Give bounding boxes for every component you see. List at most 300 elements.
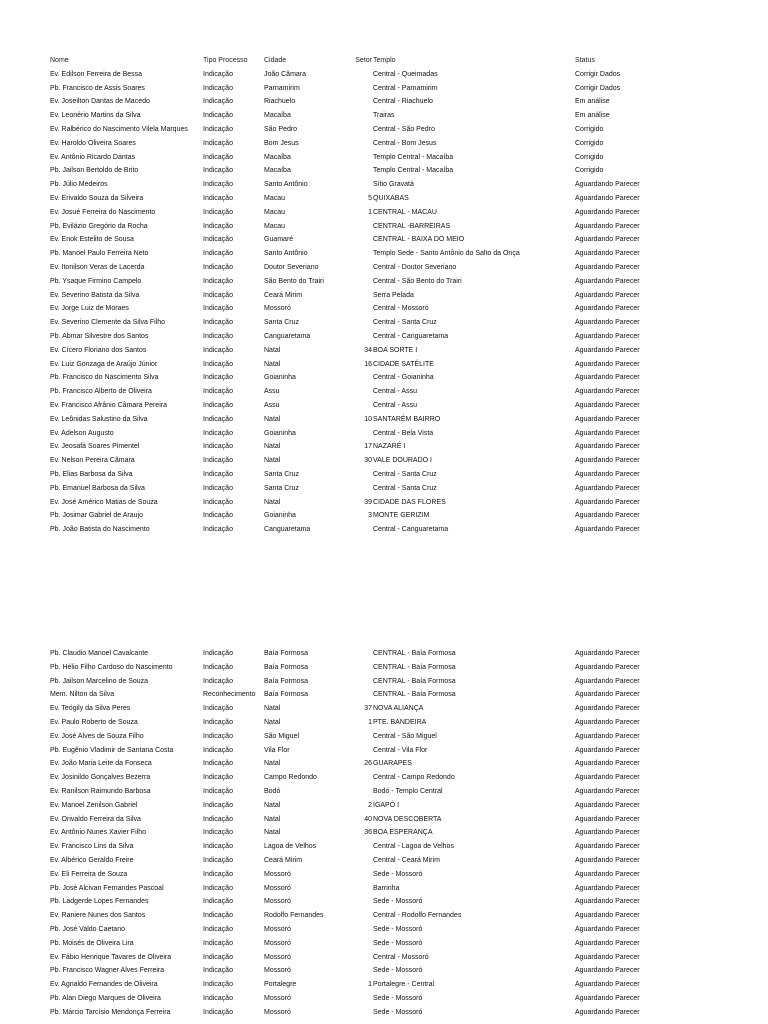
table-row <box>0 702 768 716</box>
cell-nome: Pb. Márcio Tarcísio Mendonça Ferreira <box>50 1008 171 1016</box>
cell-tipo-processo: Indicação <box>203 939 233 947</box>
cell-tipo-processo: Indicação <box>203 856 233 864</box>
cell-templo: Central - Mossoró <box>373 305 429 313</box>
cell-nome: Mem. Nilton da Silva <box>50 691 115 699</box>
cell-tipo-processo: Indicação <box>203 498 233 506</box>
table-row <box>0 164 768 178</box>
cell-templo: Templo Central - Macaíba <box>373 153 454 161</box>
cell-nome: Ev. Edilson Ferreira de Bessa <box>50 70 143 78</box>
cell-templo: Templo Central - Macaíba <box>373 167 454 175</box>
cell-cidade: Natal <box>264 801 281 809</box>
cell-templo: VALE DOURADO I <box>373 457 432 465</box>
table-row <box>0 68 768 82</box>
cell-nome: Ev. Enok Estelito de Sousa <box>50 236 134 244</box>
cell-cidade: Macaíba <box>264 153 291 161</box>
cell-setor: 30 <box>364 457 372 465</box>
cell-nome: Ev. Severino Batista da Silva <box>50 291 140 299</box>
cell-status: Em análise <box>575 98 610 106</box>
cell-nome: Ev. Fábio Henrique Tavares de Oliveira <box>50 953 172 961</box>
cell-nome: Pb. Claudio Manoel Cavalcante <box>50 650 149 657</box>
cell-templo: GUARAPES <box>373 760 412 768</box>
header-nome: Nome <box>50 57 69 64</box>
table-row <box>0 220 768 234</box>
table-row <box>0 688 768 702</box>
cell-nome: Pb. Alan Diego Marques de Oliveira <box>50 994 161 1002</box>
cell-tipo-processo: Indicação <box>203 388 233 396</box>
cell-tipo-processo: Indicação <box>203 981 233 989</box>
cell-nome: Ev. Joseilton Dantas de Macedo <box>50 98 150 106</box>
cell-tipo-processo: Indicação <box>203 912 233 920</box>
cell-tipo-processo: Indicação <box>203 953 233 961</box>
table-row <box>0 206 768 220</box>
cell-cidade: Macau <box>264 194 286 202</box>
table-row <box>0 233 768 247</box>
cell-tipo-processo: Indicação <box>203 870 233 878</box>
cell-templo: Central - Assu <box>373 401 417 409</box>
cell-tipo-processo: Indicação <box>203 774 233 782</box>
cell-templo: Central - Santa Cruz <box>373 470 437 478</box>
cell-nome: Pb. Elias Barbosa da Silva <box>50 470 133 478</box>
cell-nome: Ev. João Maria Leite da Fonseca <box>50 760 152 768</box>
cell-status: Aguardando Parecer <box>575 498 640 506</box>
cell-nome: Ev. Haroldo Oliveira Soares <box>50 139 136 147</box>
cell-status: Aguardando Parecer <box>575 967 640 975</box>
table-row <box>0 771 768 785</box>
cell-setor: 40 <box>364 815 372 823</box>
cell-status: Aguardando Parecer <box>575 981 640 989</box>
cell-setor: 10 <box>364 415 372 423</box>
cell-tipo-processo: Indicação <box>203 457 233 465</box>
cell-cidade: Doutor Severiano <box>264 263 319 271</box>
cell-cidade: Natal <box>264 815 281 823</box>
cell-cidade: Natal <box>264 457 281 465</box>
cell-templo: Central - Doutor Severiano <box>373 263 457 271</box>
table-row <box>0 785 768 799</box>
table-row <box>0 840 768 854</box>
cell-cidade: Santa Cruz <box>264 319 300 327</box>
cell-templo: CIDADE DAS FLORES <box>373 498 446 506</box>
cell-status: Aguardando Parecer <box>575 236 640 244</box>
cell-status: Aguardando Parecer <box>575 732 640 740</box>
cell-nome: Pb. José Alcivan Fernandes Pascoal <box>50 884 164 892</box>
cell-nome: Ev. Luiz Gonzaga de Araújo Júnior <box>50 360 158 368</box>
cell-nome: Ev. Teógily da Silva Peres <box>50 705 131 713</box>
cell-templo: CENTRAL - Baía Formosa <box>373 677 456 685</box>
cell-status: Aguardando Parecer <box>575 705 640 713</box>
cell-tipo-processo: Indicação <box>203 884 233 892</box>
table-row <box>0 716 768 730</box>
cell-templo: BOA SORTE I <box>373 346 418 354</box>
table-row <box>0 826 768 840</box>
cell-tipo-processo: Indicação <box>203 663 233 671</box>
cell-cidade: Natal <box>264 705 281 713</box>
cell-status: Aguardando Parecer <box>575 718 640 726</box>
cell-templo: Central - Canguaretama <box>373 526 449 534</box>
cell-cidade: Natal <box>264 346 281 354</box>
cell-nome: Ev. Itonilson Veras de Lacerda <box>50 263 145 271</box>
cell-status: Aguardando Parecer <box>575 691 640 699</box>
cell-cidade: Baía Formosa <box>264 650 308 657</box>
cell-tipo-processo: Indicação <box>203 677 233 685</box>
table-row <box>0 123 768 137</box>
cell-cidade: Santa Cruz <box>264 470 300 478</box>
cell-cidade: Vila Flor <box>264 746 290 754</box>
cell-status: Aguardando Parecer <box>575 415 640 423</box>
cell-cidade: Parnamirim <box>264 84 300 92</box>
cell-cidade: Mossoró <box>264 939 291 947</box>
cell-status: Aguardando Parecer <box>575 208 640 216</box>
cell-status: Aguardando Parecer <box>575 374 640 382</box>
cell-nome: Pb. Francisco do Nascimento Silva <box>50 374 159 382</box>
cell-status: Aguardando Parecer <box>575 856 640 864</box>
cell-templo: Central - São Miguel <box>373 732 437 740</box>
cell-tipo-processo: Indicação <box>203 112 233 120</box>
cell-setor: 26 <box>364 760 372 768</box>
cell-status: Aguardando Parecer <box>575 925 640 933</box>
table-row <box>0 344 768 358</box>
cell-tipo-processo: Indicação <box>203 801 233 809</box>
cell-templo: Central - Ceará Mirim <box>373 856 440 864</box>
cell-cidade: João Câmara <box>264 70 307 78</box>
table-row <box>0 496 768 510</box>
table-row <box>0 247 768 261</box>
cell-cidade: Ceará Mirim <box>264 856 303 864</box>
cell-nome: Pb. Hélio Filho Cardoso do Nascimento <box>50 663 173 671</box>
cell-tipo-processo: Indicação <box>203 746 233 754</box>
cell-nome: Ev. Nelson Pereira Câmara <box>50 457 135 465</box>
table-section-2 <box>0 647 768 1020</box>
cell-templo: QUIXABAS <box>373 194 409 202</box>
cell-nome: Ev. Albérico Geraldo Freire <box>50 856 134 864</box>
cell-templo: CENTRAL - Baía Formosa <box>373 691 456 699</box>
cell-status: Em análise <box>575 112 610 120</box>
cell-tipo-processo: Indicação <box>203 346 233 354</box>
cell-status: Aguardando Parecer <box>575 787 640 795</box>
cell-templo: NOVA DESCOBERTA <box>373 815 442 823</box>
cell-tipo-processo: Indicação <box>203 208 233 216</box>
cell-tipo-processo: Indicação <box>203 787 233 795</box>
cell-tipo-processo: Indicação <box>203 153 233 161</box>
cell-nome: Ev. Antônio Ricardo Dantas <box>50 153 136 161</box>
cell-tipo-processo: Indicação <box>203 236 233 244</box>
table-row <box>0 854 768 868</box>
header-status: Status <box>575 57 595 64</box>
cell-setor: 2 <box>368 801 372 809</box>
cell-status: Corrigido <box>575 125 604 133</box>
cell-templo: Central - Rodolfo Fernandes <box>373 912 462 920</box>
cell-status: Aguardando Parecer <box>575 222 640 230</box>
cell-status: Aguardando Parecer <box>575 360 640 368</box>
cell-templo: Central - Santa Cruz <box>373 319 437 327</box>
cell-status: Aguardando Parecer <box>575 250 640 258</box>
cell-templo: Central - Campo Redondo <box>373 774 455 782</box>
table-row <box>0 964 768 978</box>
cell-nome: Ev. Josué Ferreira do Nascimento <box>50 208 156 216</box>
cell-nome: Ev. Josinildo Gonçalves Bezerra <box>50 774 151 782</box>
cell-templo: CENTRAL - MACAU <box>373 208 437 216</box>
header-templo: Templo <box>373 57 396 64</box>
table-row <box>0 923 768 937</box>
header-tipo-processo: Tipo Processo <box>203 57 248 64</box>
cell-cidade: Mossoró <box>264 884 291 892</box>
table-row <box>0 358 768 372</box>
table-row <box>0 427 768 441</box>
cell-cidade: Natal <box>264 360 281 368</box>
cell-status: Aguardando Parecer <box>575 760 640 768</box>
table-row <box>0 151 768 165</box>
cell-status: Corrigir Dados <box>575 84 621 92</box>
table-row <box>0 482 768 496</box>
cell-nome: Ev. Ralbérico do Nascimento Vilela Marques <box>50 125 188 133</box>
cell-cidade: Mossoró <box>264 925 291 933</box>
cell-cidade: Bom Jesus <box>264 139 299 147</box>
cell-tipo-processo: Indicação <box>203 925 233 933</box>
table-row <box>0 744 768 758</box>
cell-tipo-processo: Indicação <box>203 291 233 299</box>
cell-cidade: São Pedro <box>264 125 298 133</box>
cell-cidade: Riachuelo <box>264 98 296 106</box>
table-body-1 <box>0 68 768 537</box>
cell-templo: IGAPÓ I <box>373 801 400 809</box>
table-row <box>0 399 768 413</box>
cell-cidade: Guamaré <box>264 236 294 244</box>
table-row <box>0 454 768 468</box>
cell-nome: Ev. Agnaldo Fernandes de Oliveira <box>50 981 158 989</box>
cell-cidade: Santo Antônio <box>264 250 308 258</box>
cell-setor: 36 <box>364 829 372 837</box>
cell-status: Aguardando Parecer <box>575 484 640 492</box>
cell-nome: Ev. Orivaldo Ferreira da Silva <box>50 815 141 823</box>
cell-status: Aguardando Parecer <box>575 898 640 906</box>
table-row <box>0 882 768 896</box>
cell-nome: Ev. Jorge Luiz de Moraes <box>50 305 129 313</box>
table-row <box>0 275 768 289</box>
cell-nome: Ev. Antônio Nunes Xavier Filho <box>50 829 146 837</box>
cell-nome: Pb. Jailson Bertoldo de Brito <box>50 167 139 175</box>
cell-status: Aguardando Parecer <box>575 526 640 534</box>
table-row <box>0 951 768 965</box>
header-setor: Setor <box>355 57 372 64</box>
cell-tipo-processo: Reconhecimento <box>203 691 256 699</box>
cell-cidade: São Bento do Trairi <box>264 277 324 285</box>
cell-templo: Sede - Mossoró <box>373 939 423 947</box>
cell-nome: Pb. Evilázio Gregório da Rocha <box>50 222 148 230</box>
cell-nome: Ev. Raniere Nunes dos Santos <box>50 912 146 920</box>
cell-tipo-processo: Indicação <box>203 98 233 106</box>
cell-tipo-processo: Indicação <box>203 181 233 189</box>
table-row <box>0 1006 768 1020</box>
table-row <box>0 909 768 923</box>
cell-nome: Pb. Manoel Paulo Ferreira Neto <box>50 250 149 258</box>
cell-tipo-processo: Indicação <box>203 967 233 975</box>
table-row <box>0 978 768 992</box>
table-row <box>0 523 768 537</box>
cell-cidade: Mossoró <box>264 305 291 313</box>
table-row <box>0 675 768 689</box>
cell-tipo-processo: Indicação <box>203 526 233 534</box>
cell-tipo-processo: Indicação <box>203 194 233 202</box>
table-row <box>0 413 768 427</box>
cell-cidade: Portalegre <box>264 981 297 989</box>
cell-nome: Pb. Moisés de Oliveira Lira <box>50 939 134 947</box>
cell-tipo-processo: Indicação <box>203 415 233 423</box>
cell-tipo-processo: Indicação <box>203 705 233 713</box>
cell-status: Aguardando Parecer <box>575 512 640 520</box>
cell-cidade: Canguaretama <box>264 526 311 534</box>
cell-templo: Templo Sede - Santo Antônio do Salto da Onça <box>373 250 520 258</box>
cell-tipo-processo: Indicação <box>203 732 233 740</box>
cell-cidade: Goianinha <box>264 374 296 382</box>
cell-nome: Ev. Eli Ferreira de Souza <box>50 870 128 878</box>
cell-setor: 1 <box>368 981 372 989</box>
cell-nome: Pb. Júlio Medeiros <box>50 181 108 189</box>
cell-setor: 5 <box>368 194 372 202</box>
cell-cidade: Mossoró <box>264 870 291 878</box>
cell-cidade: São Miguel <box>264 732 300 740</box>
cell-templo: BOA ESPERANÇA <box>373 829 433 837</box>
cell-status: Aguardando Parecer <box>575 181 640 189</box>
cell-cidade: Macaíba <box>264 167 291 175</box>
cell-status: Aguardando Parecer <box>575 815 640 823</box>
table-row <box>0 730 768 744</box>
table-body-2 <box>0 647 768 1020</box>
cell-nome: Pb. José Valdo Caetano <box>50 925 125 933</box>
cell-status: Corrigido <box>575 139 604 147</box>
cell-cidade: Goianinha <box>264 429 296 437</box>
cell-nome: Ev. Adelson Augusto <box>50 429 114 437</box>
table-row <box>0 316 768 330</box>
cell-templo: NAZARÉ I <box>373 443 406 451</box>
cell-status: Aguardando Parecer <box>575 305 640 313</box>
cell-nome: Pb. João Batista do Nascimento <box>50 526 150 534</box>
cell-cidade: Lagoa de Velhos <box>264 843 317 851</box>
cell-tipo-processo: Indicação <box>203 401 233 409</box>
cell-nome: Pb. Francisco Alberto de Oliveira <box>50 388 152 396</box>
cell-cidade: Macau <box>264 208 286 216</box>
cell-cidade: Mossoró <box>264 994 291 1002</box>
cell-status: Aguardando Parecer <box>575 263 640 271</box>
cell-nome: Ev. Francisco Lins da Silva <box>50 843 134 851</box>
cell-status: Aguardando Parecer <box>575 801 640 809</box>
cell-templo: Sede - Mossoró <box>373 967 423 975</box>
cell-status: Aguardando Parecer <box>575 939 640 947</box>
cell-status: Aguardando Parecer <box>575 994 640 1002</box>
cell-setor: 1 <box>368 718 372 726</box>
table-row <box>0 868 768 882</box>
cell-templo: Sede - Mossoró <box>373 994 423 1002</box>
cell-cidade: Macaíba <box>264 112 291 120</box>
table-header <box>0 54 768 68</box>
table-row <box>0 302 768 316</box>
cell-nome: Ev. José Alves de Souza Filho <box>50 732 144 740</box>
cell-templo: SANTARÉM BAIRRO <box>373 415 441 423</box>
cell-status: Aguardando Parecer <box>575 401 640 409</box>
table-row <box>0 509 768 523</box>
cell-tipo-processo: Indicação <box>203 374 233 382</box>
cell-templo: Sede - Mossoró <box>373 870 423 878</box>
cell-nome: Ev. Severino Clemente da Silva Filho <box>50 319 166 327</box>
cell-cidade: Natal <box>264 443 281 451</box>
table-row <box>0 371 768 385</box>
cell-cidade: Natal <box>264 498 281 506</box>
cell-nome: Pb. Ladgerde Lopes Fernandes <box>50 898 149 906</box>
cell-tipo-processo: Indicação <box>203 443 233 451</box>
cell-tipo-processo: Indicação <box>203 277 233 285</box>
table-section-1 <box>0 54 768 537</box>
cell-status: Aguardando Parecer <box>575 870 640 878</box>
cell-nome: Pb. Francisco Wagner Alves Ferreira <box>50 967 165 975</box>
cell-tipo-processo: Indicação <box>203 250 233 258</box>
table-row <box>0 661 768 675</box>
cell-status: Aguardando Parecer <box>575 194 640 202</box>
cell-templo: CENTRAL - Baía Formosa <box>373 650 456 657</box>
cell-cidade: Rodolfo Fernandes <box>264 912 324 920</box>
cell-tipo-processo: Indicação <box>203 167 233 175</box>
cell-templo: CENTRAL - Baía Formosa <box>373 663 456 671</box>
cell-setor: 37 <box>364 705 372 713</box>
cell-templo: Bodó - Templo Central <box>373 787 443 795</box>
table-row <box>0 261 768 275</box>
cell-templo: Central - Assu <box>373 388 417 396</box>
cell-tipo-processo: Indicação <box>203 222 233 230</box>
cell-templo: Central - Goianinha <box>373 374 434 382</box>
cell-tipo-processo: Indicação <box>203 829 233 837</box>
cell-tipo-processo: Indicação <box>203 360 233 368</box>
table-row <box>0 95 768 109</box>
cell-cidade: Natal <box>264 829 281 837</box>
table-row <box>0 82 768 96</box>
table-row <box>0 757 768 771</box>
cell-nome: Pb. Josimar Gabriel de Araujo <box>50 512 143 520</box>
cell-tipo-processo: Indicação <box>203 898 233 906</box>
cell-nome: Pb. Abmar Silvestre dos Santos <box>50 332 149 340</box>
table-row <box>0 813 768 827</box>
cell-tipo-processo: Indicação <box>203 815 233 823</box>
cell-cidade: Mossoró <box>264 967 291 975</box>
cell-cidade: Mossoró <box>264 898 291 906</box>
cell-setor: 3 <box>368 512 372 520</box>
cell-templo: Sede - Mossoró <box>373 898 423 906</box>
cell-nome: Pb. Emanuel Barbosa da Silva <box>50 484 145 492</box>
cell-cidade: Mossoró <box>264 1008 291 1016</box>
table-row <box>0 895 768 909</box>
cell-cidade: Santa Cruz <box>264 484 300 492</box>
cell-cidade: Goianinha <box>264 512 296 520</box>
cell-templo: Central - Lagoa de Velhos <box>373 843 454 851</box>
cell-cidade: Ceará Mirim <box>264 291 303 299</box>
table-row <box>0 192 768 206</box>
cell-templo: Trairas <box>373 112 395 120</box>
cell-tipo-processo: Indicação <box>203 843 233 851</box>
cell-templo: Sede - Mossoró <box>373 1008 423 1016</box>
cell-cidade: Baía Formosa <box>264 691 308 699</box>
cell-tipo-processo: Indicação <box>203 470 233 478</box>
table-row <box>0 440 768 454</box>
cell-cidade: Natal <box>264 718 281 726</box>
table-row <box>0 330 768 344</box>
cell-cidade: Assu <box>264 388 280 396</box>
cell-status: Aguardando Parecer <box>575 388 640 396</box>
cell-cidade: Santo Antônio <box>264 181 308 189</box>
cell-templo: Barrinha <box>373 884 400 892</box>
cell-status: Aguardando Parecer <box>575 953 640 961</box>
table-row <box>0 178 768 192</box>
cell-status: Aguardando Parecer <box>575 843 640 851</box>
cell-nome: Pb. Eugênio Vladimir de Santana Costa <box>50 746 174 754</box>
cell-cidade: Assu <box>264 401 280 409</box>
cell-tipo-processo: Indicação <box>203 263 233 271</box>
cell-templo: Sítio Gravatá <box>373 181 414 189</box>
